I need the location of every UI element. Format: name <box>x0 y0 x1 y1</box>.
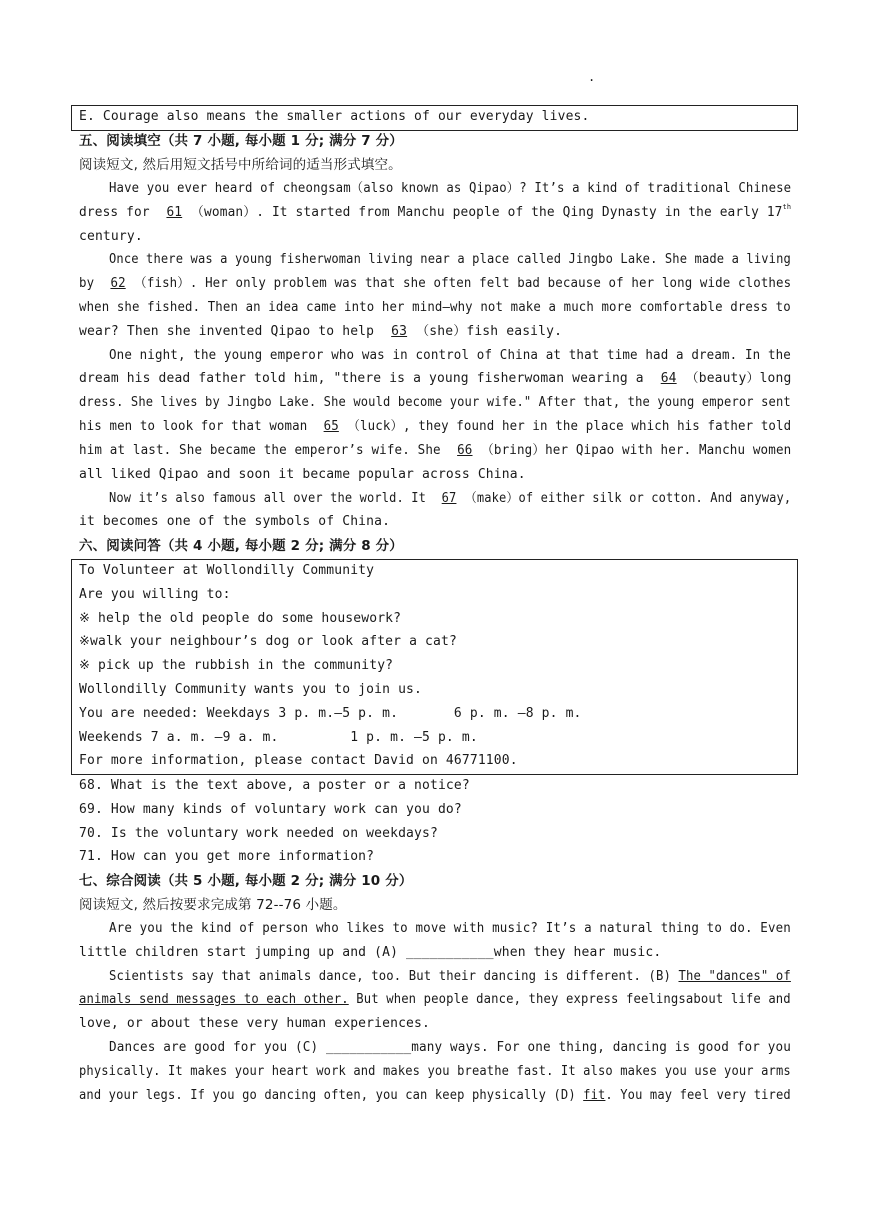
s5-paragraph2-line2 <box>79 276 792 292</box>
text-span: （make）of either silk or cotton. And anyway, <box>464 491 792 506</box>
notice-line: Weekends 7 a. m. —9 a. m. 1 p. m. —5 p. m. <box>79 730 478 745</box>
text-span: （luck）, they found her in the place which his father told <box>347 419 792 434</box>
blank-65: 65 <box>323 419 339 434</box>
underlined-sentence-b: The "dances" of <box>678 969 791 984</box>
blank-67: 67 <box>441 491 457 506</box>
s5-paragraph1-line3: century. <box>79 229 143 244</box>
section5-instruction: 阅读短文, 然后用短文括号中所给词的适当形式填空。 <box>79 157 402 173</box>
blank-63: 63 <box>391 324 408 339</box>
section7-heading: 七、综合阅读（共 5 小题, 每小题 2 分; 满分 10 分） <box>79 873 413 889</box>
s5-paragraph1-line1: Have you ever heard of cheongsam（also known as Qipao）? It’s a kind of traditional Chinese <box>109 181 792 196</box>
notice-line: ※ help the old people do some housework? <box>79 611 402 626</box>
text-span: . You may feel very tired <box>605 1088 791 1103</box>
section5-heading: 五、阅读填空（共 7 小题, 每小题 1 分; 满分 7 分） <box>79 133 403 149</box>
notice-line: Wollondilly Community wants you to join us. <box>79 682 422 697</box>
text-span: But when people dance, they express feelingsabout life and <box>348 992 791 1007</box>
s5-paragraph3-line3: dress. She lives by Jingbo Lake. She would become your wife." After that, the young emperor sent <box>79 395 791 410</box>
option-e-text: E. Courage also means the smaller actions of our everyday lives. <box>79 109 590 124</box>
section6-heading: 六、阅读问答（共 4 小题, 每小题 2 分; 满分 8 分） <box>79 538 403 554</box>
text-span: and your legs. If you go dancing often, you can keep physically (D) <box>79 1088 584 1103</box>
text-span: （she）fish easily. <box>416 324 563 339</box>
superscript-th: th <box>782 203 792 211</box>
s5-paragraph3-line2 <box>79 371 792 387</box>
question-68: 68. What is the text above, a poster or a notice? <box>79 778 470 793</box>
notice-line: You are needed: Weekdays 3 p. m.—5 p. m. 6 p. m. —8 p. m. <box>79 706 582 721</box>
s7-paragraph3-line3 <box>79 1088 791 1104</box>
s5-paragraph2-line4 <box>79 324 791 340</box>
text-span: （beauty）long <box>685 371 792 386</box>
s7-paragraph3-line2: physically. It makes your heart work and makes you breathe fast. It also makes you use your arms <box>79 1064 791 1079</box>
text-span: （woman）. It started from Manchu people of the Qing Dynasty in the early 17 <box>191 205 783 220</box>
text-span: wear? Then she invented Qipao to help <box>79 324 383 339</box>
s7-paragraph2-line2 <box>79 992 791 1008</box>
s5-paragraph3-line5 <box>79 443 792 459</box>
notice-line: ※walk your neighbour’s dog or look after a cat? <box>79 634 457 649</box>
text-span: his men to look for that woman <box>79 419 316 434</box>
underlined-word-fit: fit <box>583 1088 606 1103</box>
s7-paragraph3-line1: Dances are good for you (C) ___________many ways. For one thing, dancing is good for you <box>109 1040 791 1055</box>
blank-62: 62 <box>110 276 126 291</box>
blank-66: 66 <box>457 443 473 458</box>
notice-title: To Volunteer at Wollondilly Community <box>79 563 375 578</box>
question-69: 69. How many kinds of voluntary work can you do? <box>79 802 462 817</box>
section7-instruction: 阅读短文, 然后按要求完成第 72--76 小题。 <box>79 897 347 913</box>
notice-line: Are you willing to: <box>79 587 231 602</box>
question-70: 70. Is the voluntary work needed on weekdays? <box>79 826 438 841</box>
text-span: by <box>79 276 102 291</box>
notice-line: For more information, please contact David on 46771100. <box>79 753 518 768</box>
top-mark: . <box>588 70 596 84</box>
s7-paragraph1-line2: little children start jumping up and (A) ___________when they hear music. <box>79 945 662 960</box>
s7-paragraph1-line1: Are you the kind of person who likes to move with music? It’s a natural thing to do. Even <box>109 921 791 936</box>
s7-paragraph2-line1 <box>109 969 791 985</box>
s5-paragraph2-line3: when she fished. Then an idea came into her mind—why not make a much more comfortable dress to <box>79 300 791 315</box>
blank-61: 61 <box>166 205 183 220</box>
notice-line: ※ pick up the rubbish in the community? <box>79 658 394 673</box>
s5-paragraph4-line2: it becomes one of the symbols of China. <box>79 514 391 529</box>
text-span: （bring）her Qipao with her. Manchu women <box>481 443 792 458</box>
blank-64: 64 <box>660 371 677 386</box>
text-span: Scientists say that animals dance, too. But their dancing is different. (B) <box>109 969 679 984</box>
s5-paragraph2-line1: Once there was a young fisherwoman living near a place called Jingbo Lake. She made a living <box>109 252 791 267</box>
underlined-sentence-b: animals send messages to each other. <box>79 992 349 1007</box>
text-span: dress for <box>79 205 158 220</box>
text-span: him at last. She became the emperor’s wife. She <box>79 443 449 458</box>
s5-paragraph3-line1: One night, the young emperor who was in control of China at that time had a dream. In the <box>109 348 791 363</box>
s5-paragraph3-line4 <box>79 419 792 435</box>
text-span: dream his dead father told him, "there is a young fisherwoman wearing a <box>79 371 652 386</box>
text-span: Now it’s also famous all over the world. It <box>109 491 434 506</box>
s7-paragraph2-line3: love, or about these very human experiences. <box>79 1016 430 1031</box>
text-span: （fish）. Her only problem was that she often felt bad because of her long wide clothes <box>134 276 792 291</box>
s5-paragraph4-line1 <box>109 491 792 507</box>
question-71: 71. How can you get more information? <box>79 849 375 864</box>
s5-paragraph3-line6: all liked Qipao and soon it became popular across China. <box>79 467 526 482</box>
s5-paragraph1-line2 <box>79 203 792 221</box>
